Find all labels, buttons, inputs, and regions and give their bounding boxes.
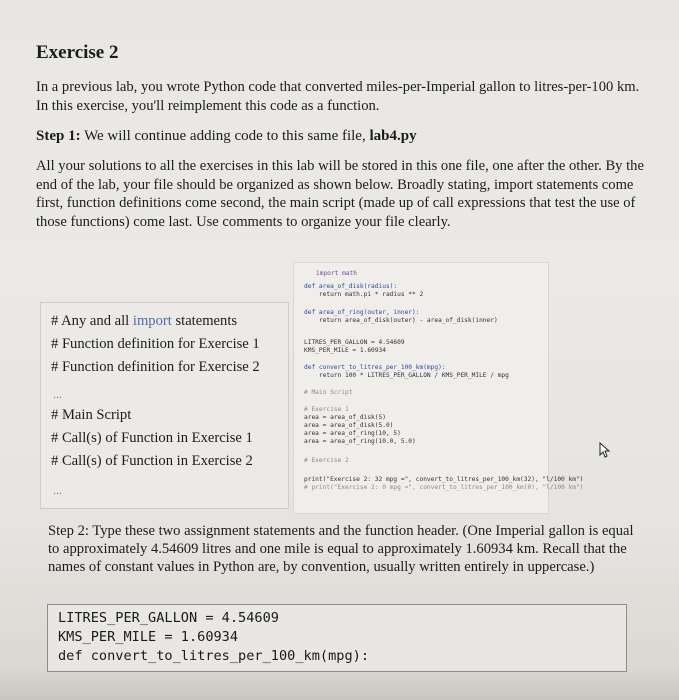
code-line: def area_of_disk(radius):	[304, 283, 398, 290]
code-line: return math.pi * radius ** 2	[304, 291, 424, 298]
file-layout-box	[40, 302, 289, 509]
code-line: LITRES_PER_GALLON = 4.54609	[304, 339, 405, 346]
code-line: def area_of_ring(outer, inner):	[304, 309, 420, 316]
layout-line-call-ex2: # Call(s) of Function in Exercise 2	[51, 453, 253, 469]
code-box-line-1: LITRES_PER_GALLON = 4.54609	[58, 610, 279, 626]
code-line: # print("Exercise 2: 0 mpg =", convert_to_litres_per_100_km(0), "l/100 km")	[304, 484, 584, 491]
code-line: def convert_to_litres_per_100_km(mpg):	[304, 364, 446, 371]
step1-file: lab4.py	[369, 128, 417, 144]
step1-label: Step 1:	[36, 128, 81, 144]
layout-dots-top: ...	[53, 387, 62, 401]
code-box-line-2: KMS_PER_MILE = 1.60934	[58, 629, 239, 645]
layout-dots-bottom: ...	[53, 483, 62, 497]
code-line: # Main Script	[304, 389, 353, 396]
layout-line-func-ex1: # Function definition for Exercise 1	[51, 336, 260, 352]
layout-line-imports: # Any and all import statements	[51, 313, 238, 329]
import-keyword: import	[132, 313, 172, 329]
mouse-pointer-icon	[598, 442, 612, 458]
exercise-heading: Exercise 2	[36, 42, 119, 63]
code-line: KMS_PER_MILE = 1.60934	[304, 347, 386, 354]
intro-paragraph: In a previous lab, you wrote Python code that converted miles-per-Imperial gallon to litres-per-100 km. In this exercise, you'll reimplement this code as a function.	[36, 79, 640, 114]
code-box	[47, 604, 627, 672]
code-line: area = area_of_disk(5.0)	[304, 422, 394, 429]
step2-paragraph: Step 2: Type these two assignment statements and the function header. (One Imperial gallon is equal to approximately 4.54609 litres and one mile is equal to approximately 1.60934 km. Recall that the names of constant values in Python are, by convention, usually written entirely in uppercase.)	[48, 523, 634, 575]
code-line: area = area_of_ring(10.0, 5.0)	[304, 438, 416, 445]
code-line: area = area_of_disk(5)	[304, 414, 386, 421]
code-line: print("Exercise 2: 32 mpg =", convert_to_litres_per_100_km(32), "l/100 km")	[304, 476, 584, 483]
code-line: return area_of_disk(outer) - area_of_disk(inner)	[304, 317, 498, 324]
layout-line-main: # Main Script	[51, 407, 132, 423]
code-line: import math	[316, 270, 357, 277]
code-sample-image	[293, 262, 584, 514]
code-line: return 100 * LITRES_PER_GALLON / KMS_PER_MILE / mpg	[304, 372, 509, 379]
code-line: # Exercise 1	[304, 406, 349, 413]
code-line: # Exercise 2	[304, 457, 349, 464]
code-box-line-3: def convert_to_litres_per_100_km(mpg):	[58, 648, 369, 664]
step1-text: We will continue adding code to this same file,	[80, 128, 370, 144]
step1-paragraph	[36, 128, 648, 145]
organize-paragraph: All your solutions to all the exercises in this lab will be stored in this one file, one after the other. By the end of the lab, your file should be organized as shown below. Broadly stating, import statements come first, function definitions come second, the main script (made up of call expressions that test the use of those functions) come last. Use comments to organize your file clearly.	[36, 158, 644, 230]
layout-line-func-ex2: # Function definition for Exercise 2	[51, 359, 260, 375]
layout-line-call-ex1: # Call(s) of Function in Exercise 1	[51, 430, 253, 446]
page-shadow	[0, 668, 679, 700]
code-line: area = area_of_ring(10, 5)	[304, 430, 401, 437]
